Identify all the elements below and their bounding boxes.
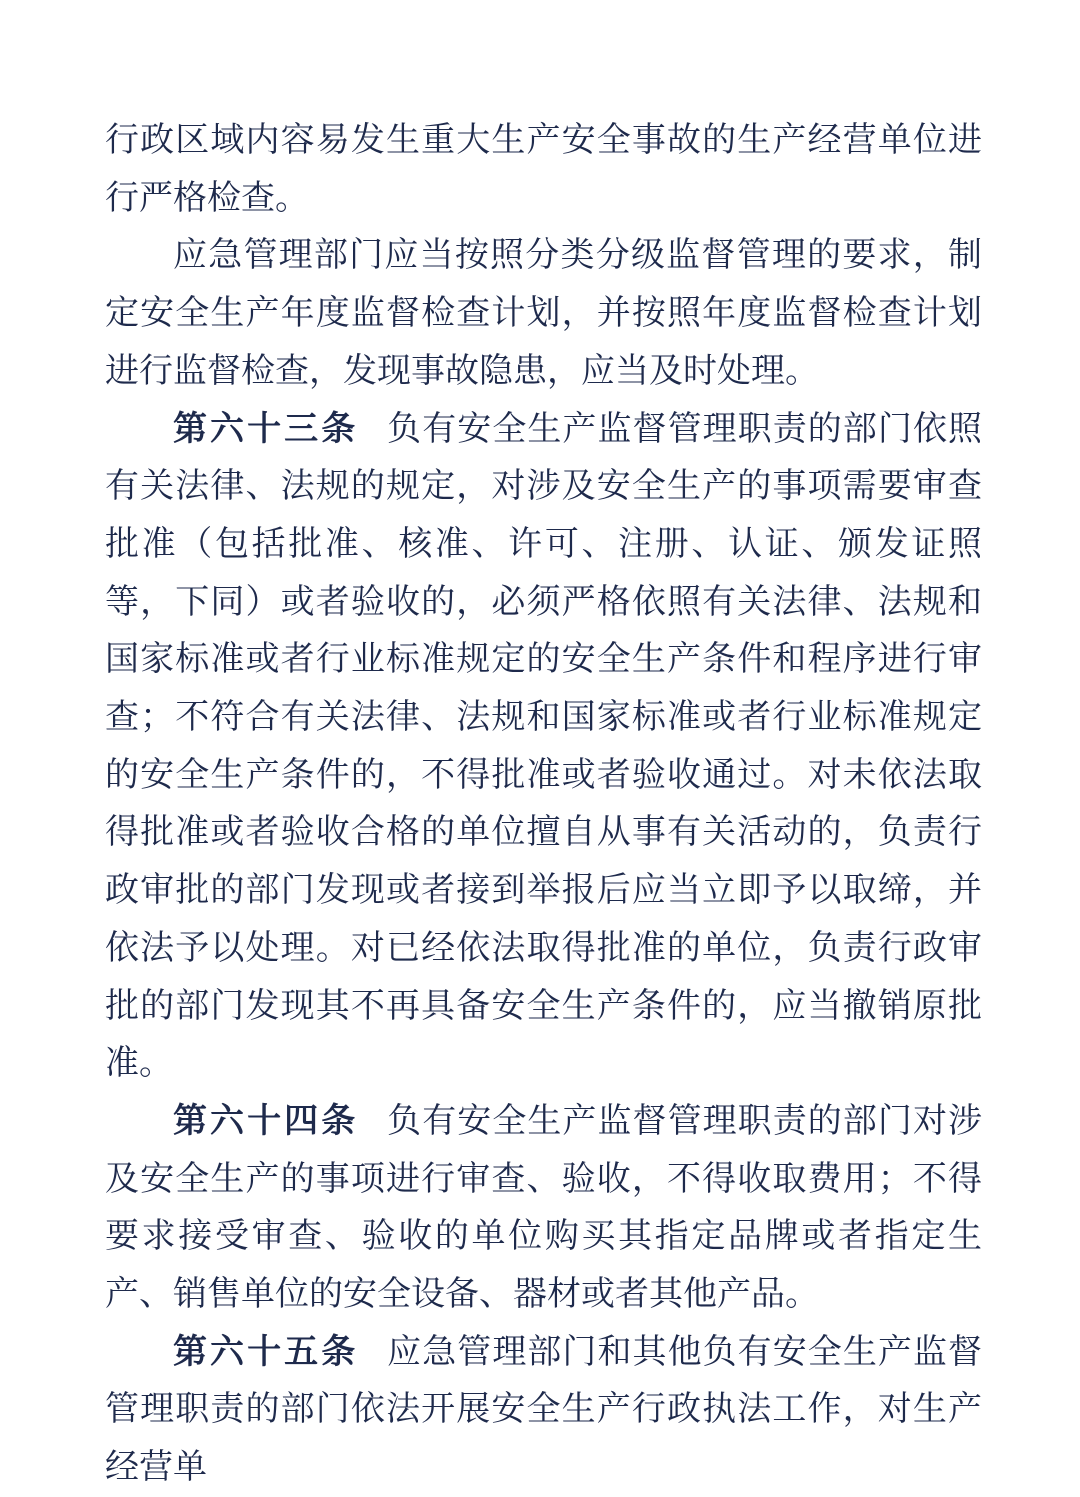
article-number: 第六十四条 xyxy=(173,1101,359,1140)
paragraph-continuation xyxy=(105,112,982,227)
paragraph-article-63 xyxy=(105,401,982,1093)
paragraph-text: 行政区域内容易发生重大生产安全事故的生产经营单位进行严格检查。 xyxy=(105,122,982,217)
paragraph-text: 应急管理部门应当按照分类分级监督管理的要求，制定安全生产年度监督检查计划，并按照年度监督检查计划进行监督检查，发现事故隐患，应当及时处理。 xyxy=(105,237,982,390)
paragraph-article-64 xyxy=(105,1093,982,1324)
paragraph-text: 负有安全生产监督管理职责的部门依照有关法律、法规的规定，对涉及安全生产的事项需要审查批准（包括批准、核准、许可、注册、认证、颁发证照等，下同）或者验收的，必须严格依照有关法律、法规和国家标准或者行业标准规定的安全生产条件和程序进行审查；不符合有关法律、法规和国家标准或者行业标准规定的安全生产条件的，不得批准或者验收通过。对未依法取得批准或者验收合格的单位擅自从事有关活动的，负责行政审批的部门发现或者接到举报后应当立即予以取缔，并依法予以处理。对已经依法取得批准的单位，负责行政审批的部门发现其不再具备安全生产条件的，应当撤销原批准。 xyxy=(105,410,983,1083)
paragraph-article-65 xyxy=(105,1324,982,1497)
paragraph-text: 负有安全生产监督管理职责的部门对涉及安全生产的事项进行审查、验收，不得收取费用；不得要求接受审查、验收的单位购买其指定品牌或者指定生产、销售单位的安全设备、器材或者其他产品。 xyxy=(105,1102,983,1314)
paragraph xyxy=(105,227,982,400)
article-number: 第六十五条 xyxy=(173,1332,359,1371)
article-number: 第六十三条 xyxy=(173,409,359,448)
paragraph-text: 应急管理部门和其他负有安全生产监督管理职责的部门依法开展安全生产行政执法工作，对生产经营单 xyxy=(105,1333,983,1487)
